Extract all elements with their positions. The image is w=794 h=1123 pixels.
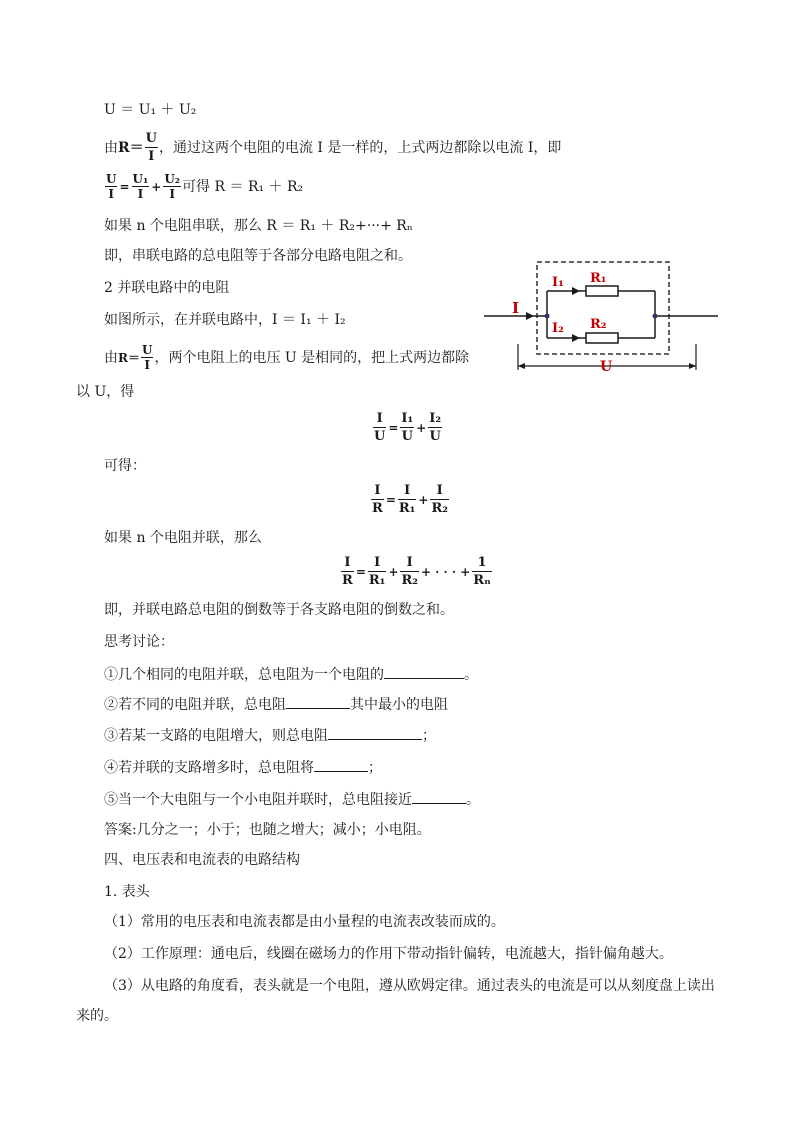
question-2: ②若不同的电阻并联，总电阻 其中最小的电阻 (104, 694, 448, 715)
fraction-u2-i: $\frac{\text{U₂}}{I}$ (164, 172, 181, 201)
r-equals: R＝ (118, 139, 144, 156)
label-r2: R₂ (590, 317, 607, 332)
series-ratio-equation: $\frac{U}{I}$ = $\frac{\text{U₁}}{I}$ + $\frac{\text{U₂}}{I}$ 可得 R ＝ R₁ ＋ R₂ (106, 172, 304, 201)
parallel-resistance-equation: $\frac{I}{R}$ = $\frac{I}{\text{R₁}}$ + $\frac{I}{\text{R₂}}$ (372, 483, 448, 517)
may-get: 可得： (104, 458, 146, 474)
by-prefix: 由 (104, 139, 118, 156)
resistor-r2 (586, 333, 618, 343)
n-series-line: 如果 n 个电阻串联，那么 R ＝ R₁ ＋ R₂+···+ Rₙ (104, 218, 413, 234)
label-u: U (600, 359, 613, 375)
fraction-u1-i: $\frac{\text{U₁}}{I}$ (132, 172, 149, 201)
question-1: ①几个相同的电阻并联，总电阻为一个电阻的 。 (104, 664, 478, 685)
n-parallel-line: 如果 n 个电阻并联，那么 (104, 530, 262, 546)
paragraph-2: （2）工作原理：通电后，线圈在磁场力的作用下带动指针偏转，电流越大，指针偏角越大。 (104, 946, 673, 962)
discussion-heading: 思考讨论： (104, 634, 174, 650)
label-i1: I₁ (552, 275, 564, 290)
subsection-1-heading: 1. 表头 (104, 884, 150, 900)
answer-line: 答案:几分之一；小于；也随之增大；减小；小电阻。 (104, 822, 431, 838)
fraction-u-i: $\frac{U}{I}$ (106, 172, 117, 201)
label-i: I (512, 299, 520, 317)
left-junction (545, 314, 550, 319)
parallel-ohm-line: 由 R＝ $\frac{U}{I}$ ，两个电阻上的电压 U 是相同的，把上式两边都除 (104, 343, 470, 372)
blank-2[interactable] (286, 694, 350, 709)
parallel-conclusion: 即，并联电路总电阻的倒数等于各支路电阻的倒数之和。 (104, 602, 454, 618)
ohm-law-line (104, 130, 561, 165)
blank-1[interactable] (384, 664, 464, 679)
blank-4[interactable] (314, 757, 368, 772)
by-rest-text: ，通过这两个电阻的电流 I 是一样的，上式两边都除以电流 I，即 (158, 139, 562, 156)
section-4-heading: 四、电压表和电流表的电路结构 (104, 852, 300, 868)
resistor-r1 (586, 286, 618, 296)
series-conclusion: 即，串联电路的总电阻等于各部分电路电阻之和。 (104, 248, 412, 264)
question-3: ③若某一支路的电阻增大，则总电阻 ； (104, 725, 436, 746)
branch1-current-arrow (572, 287, 580, 295)
right-junction (653, 314, 658, 319)
ratio-result: 可得 R ＝ R₁ ＋ R₂ (182, 178, 304, 195)
series-voltage-equation: U ＝ U₁ ＋ U₂ (104, 102, 197, 118)
label-r1: R₁ (590, 271, 607, 286)
question-5: ⑤当一个大电阻与一个小电阻并联时，总电阻接近 。 (104, 789, 480, 810)
paragraph-1: （1）常用的电压表和电流表都是由小量程的电流表改装而成的。 (104, 914, 505, 930)
blank-5[interactable] (412, 789, 466, 804)
parallel-intro: 如图所示，在并联电路中，I ＝ I₁ ＋ I₂ (104, 312, 346, 328)
u-over-i-fraction-small: $\frac{U}{I}$ (141, 343, 153, 372)
parallel-current-equation: $\frac{I}{U}$ = $\frac{\text{I₁}}{U}$ + $\frac{\text{I₂}}{U}$ (374, 411, 442, 445)
blank-3[interactable] (328, 725, 422, 740)
label-i2: I₂ (552, 321, 564, 336)
n-parallel-equation: $\frac{I}{R}$ = $\frac{I}{\text{R₁}}$ + $\frac{I}{\text{R₂}}$ + · · · + $\frac{1}{\text{Rₙ}}$ (342, 555, 491, 589)
u-over-i-fraction: $\frac{U}{I}$ (145, 131, 157, 165)
parallel-heading: 2 并联电路中的电阻 (104, 280, 230, 296)
parallel-circuit-diagram (480, 258, 722, 378)
paragraph-3b: 来的。 (76, 1008, 118, 1024)
main-current-arrow (526, 312, 534, 320)
branch2-current-arrow (572, 334, 580, 342)
parallel-by-continuation: 以 U，得 (76, 384, 135, 400)
paragraph-3a: （3）从电路的角度看，表头就是一个电阻，遵从欧姆定律。通过表头的电流是可以从刻度盘上读出 (104, 978, 715, 994)
question-4: ④若并联的支路增多时，总电阻将 ； (104, 757, 382, 778)
